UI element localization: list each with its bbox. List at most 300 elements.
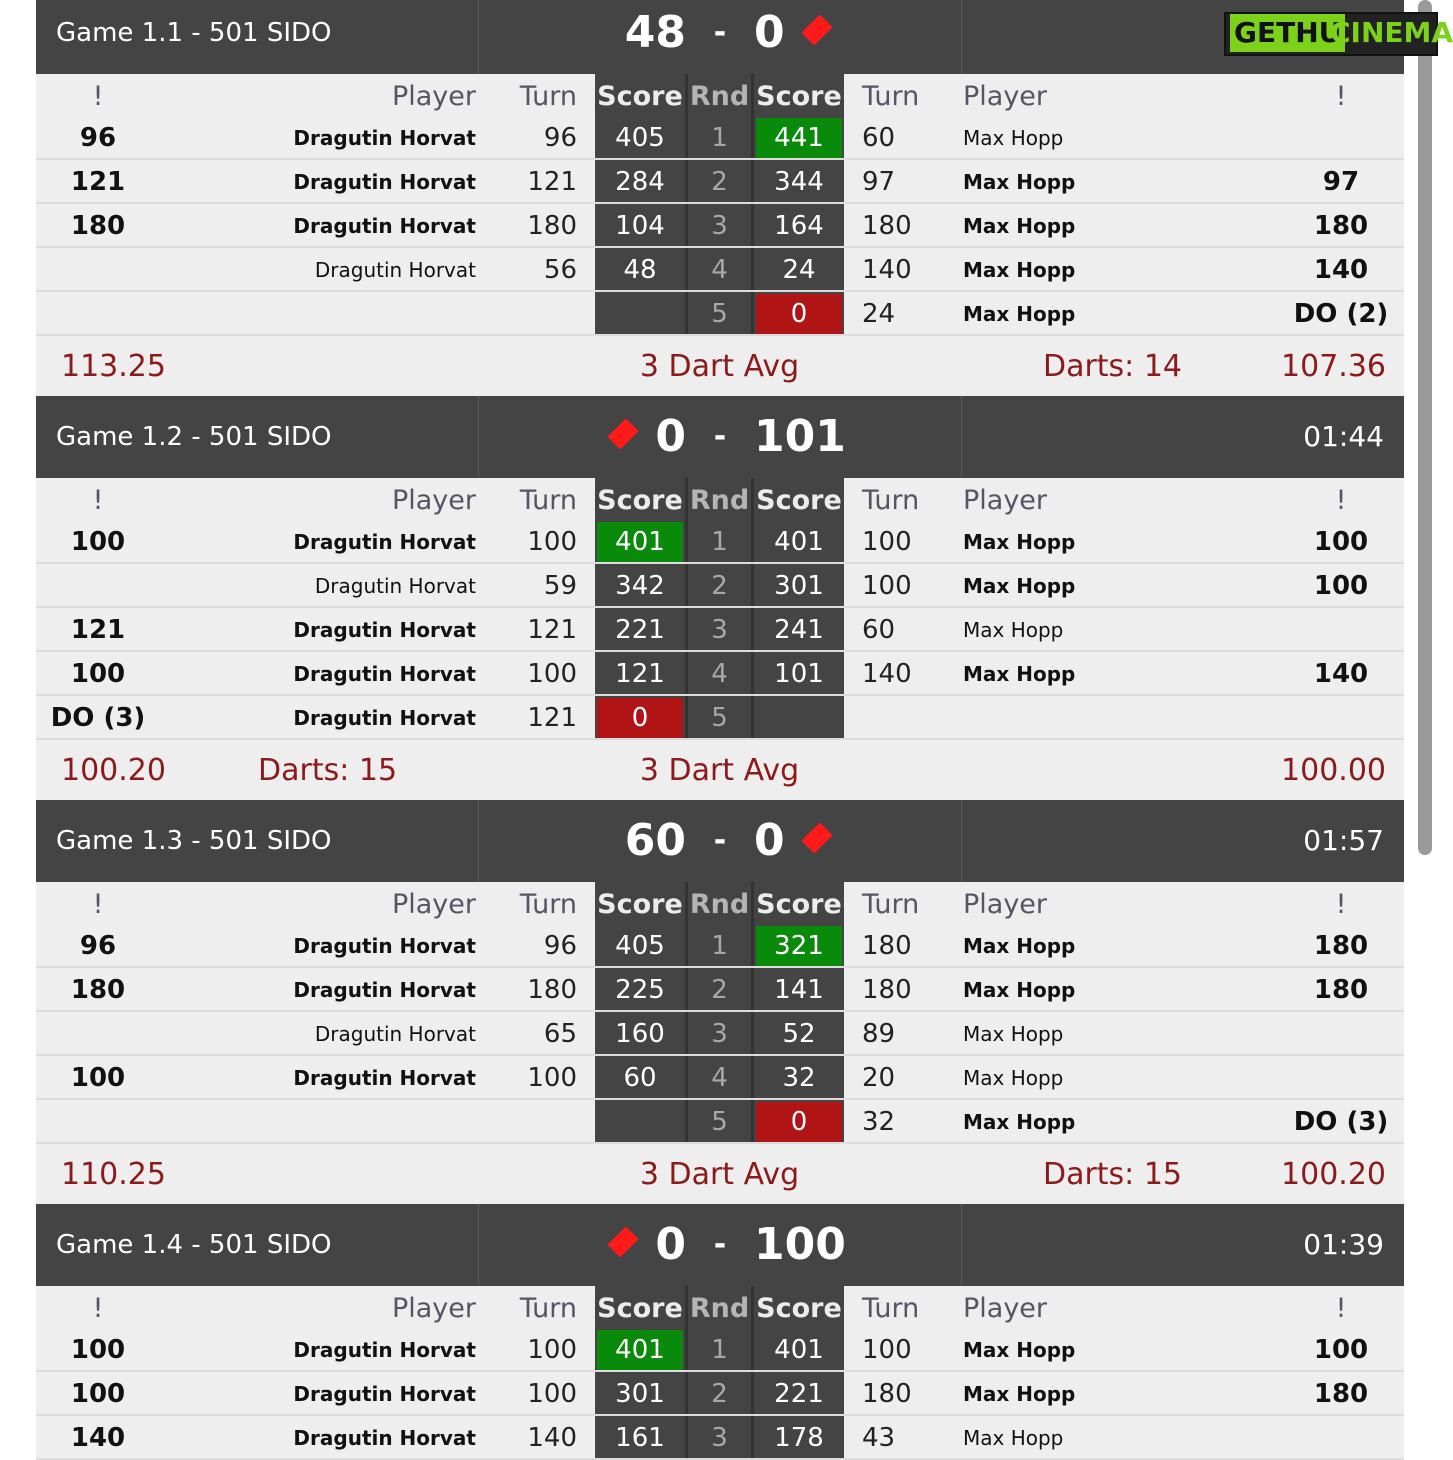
right-remaining-score	[754, 204, 844, 248]
right-score-value: 0	[756, 294, 842, 334]
table-row	[36, 652, 1404, 696]
score-left: 60	[624, 815, 686, 866]
right-score-value: 164	[774, 211, 824, 241]
left-remaining-score	[595, 1328, 685, 1372]
left-player-name: Dragutin Horvat	[293, 530, 476, 554]
column-gap	[751, 1012, 754, 1056]
col-header-left-180: !	[92, 485, 104, 516]
table-row	[36, 608, 1404, 652]
column-gap	[685, 248, 688, 292]
game-title: Game 1.1 - 501 SIDO	[56, 18, 332, 48]
column-gap	[751, 1416, 754, 1460]
right-score-value: 32	[782, 1063, 816, 1093]
left-remaining-score	[595, 1056, 685, 1100]
average-row	[36, 740, 1404, 800]
throw-indicator-icon	[607, 418, 638, 449]
header-divider	[478, 396, 479, 478]
table-row	[36, 968, 1404, 1012]
left-remaining-score	[595, 1372, 685, 1416]
left-turn-value: 140	[527, 1423, 577, 1453]
right-turn-value: 180	[862, 931, 912, 961]
col-header-score-left: Score	[595, 1286, 685, 1328]
left-remaining-score	[595, 1416, 685, 1460]
column-gap	[685, 1012, 688, 1056]
col-header-score-left: Score	[595, 478, 685, 520]
left-player-name: Dragutin Horvat	[293, 1426, 476, 1450]
column-gap	[751, 608, 754, 652]
left-turn-value: 180	[527, 975, 577, 1005]
game-time: 01:57	[1303, 824, 1384, 857]
left-turn-value	[481, 292, 577, 336]
right-turn-value: 60	[862, 123, 896, 153]
left-high-score	[36, 248, 160, 292]
header-divider	[961, 1204, 962, 1286]
column-gap	[751, 1100, 754, 1144]
right-player-name: Max Hopp	[963, 618, 1064, 642]
right-player-name: Max Hopp	[963, 214, 1076, 238]
left-high-score: 100	[70, 1063, 126, 1093]
score-right: 101	[754, 411, 846, 462]
right-high-score: 100	[1313, 1335, 1369, 1365]
table-row	[36, 248, 1404, 292]
right-player-name: Max Hopp	[963, 126, 1064, 150]
left-remaining-score	[595, 1100, 685, 1144]
left-player-name: Dragutin Horvat	[314, 574, 476, 598]
right-score-value: 221	[774, 1379, 824, 1409]
header-divider	[961, 0, 962, 74]
left-high-score: 100	[70, 1335, 126, 1365]
right-turn-value: 140	[862, 255, 912, 285]
column-gap	[751, 924, 754, 968]
column-gap	[685, 882, 688, 924]
right-score-value	[756, 698, 842, 738]
right-player-name: Max Hopp	[963, 258, 1076, 282]
score-separator: -	[713, 1227, 727, 1262]
round-number: 4	[688, 248, 751, 292]
col-header-round: Rnd	[688, 1286, 751, 1328]
col-header-player-right: Player	[963, 485, 1048, 516]
col-header-player-left: Player	[391, 485, 476, 516]
left-player-name: Dragutin Horvat	[314, 258, 476, 282]
right-turn-value: 20	[862, 1063, 896, 1093]
round-number: 2	[688, 160, 751, 204]
left-turn-value: 96	[543, 931, 577, 961]
right-high-score: 180	[1313, 1379, 1369, 1409]
column-gap	[751, 968, 754, 1012]
game-block	[36, 1204, 1404, 1460]
right-high-score: 100	[1313, 527, 1369, 557]
left-score-value: 405	[615, 123, 665, 153]
table-row	[36, 1100, 1404, 1144]
right-high-score: DO (3)	[1293, 1107, 1389, 1137]
left-remaining-score	[595, 608, 685, 652]
left-turn-value: 100	[527, 1063, 577, 1093]
column-gap	[685, 1372, 688, 1416]
round-number: 4	[688, 652, 751, 696]
right-remaining-score	[754, 248, 844, 292]
col-header-right-180: !	[1335, 1293, 1347, 1324]
right-remaining-score	[754, 652, 844, 696]
left-score-value: 401	[597, 1330, 683, 1370]
right-remaining-score	[754, 116, 844, 160]
right-score-value: 441	[756, 118, 842, 158]
right-turn-value: 43	[862, 1423, 896, 1453]
right-score-value: 52	[782, 1019, 816, 1049]
right-high-score: 180	[1313, 975, 1369, 1005]
round-number: 5	[688, 1100, 751, 1144]
column-gap	[751, 292, 754, 336]
column-gap	[685, 968, 688, 1012]
table-header-row	[36, 478, 1404, 520]
score-table	[36, 882, 1404, 1144]
left-remaining-score	[595, 1012, 685, 1056]
game-block	[36, 396, 1404, 800]
col-header-turn-right: Turn	[862, 81, 920, 112]
left-high-score: 100	[70, 1379, 126, 1409]
header-divider	[961, 800, 962, 882]
col-header-player-left: Player	[391, 81, 476, 112]
right-high-score: DO (2)	[1293, 299, 1389, 329]
left-player-name	[186, 1100, 476, 1144]
score-table	[36, 74, 1404, 336]
column-gap	[751, 1286, 754, 1328]
left-turn-value: 56	[543, 255, 577, 285]
left-high-score: 140	[70, 1423, 126, 1453]
right-player-name: Max Hopp	[963, 1022, 1064, 1046]
right-turn-value: 180	[862, 211, 912, 241]
left-remaining-score	[595, 116, 685, 160]
right-turn-value: 24	[862, 299, 896, 329]
table-header-row	[36, 74, 1404, 116]
game-title: Game 1.3 - 501 SIDO	[56, 826, 332, 856]
column-gap	[751, 204, 754, 248]
table-header-row	[36, 1286, 1404, 1328]
left-turn-value: 100	[527, 1379, 577, 1409]
column-gap	[685, 478, 688, 520]
column-gap	[685, 652, 688, 696]
left-player-name: Dragutin Horvat	[293, 1066, 476, 1090]
left-high-score: 100	[70, 527, 126, 557]
left-score-value: 0	[597, 698, 683, 738]
left-score-value: 405	[615, 931, 665, 961]
right-darts-count: Darts: 15	[1042, 1157, 1182, 1192]
right-score-value: 24	[782, 255, 816, 285]
column-gap	[685, 160, 688, 204]
right-score-value: 321	[756, 926, 842, 966]
average-row	[36, 336, 1404, 396]
right-player-name: Max Hopp	[963, 574, 1076, 598]
left-remaining-score	[595, 248, 685, 292]
left-turn-value: 59	[543, 571, 577, 601]
round-number: 3	[688, 1416, 751, 1460]
left-player-name: Dragutin Horvat	[293, 1382, 476, 1406]
scrollbar-thumb[interactable]	[1418, 0, 1432, 855]
left-average: 113.25	[61, 349, 166, 384]
right-player-name: Max Hopp	[963, 530, 1076, 554]
throw-indicator-icon	[607, 1226, 638, 1257]
column-gap	[685, 1416, 688, 1460]
left-turn-value: 65	[543, 1019, 577, 1049]
left-turn-value: 121	[527, 615, 577, 645]
logo-part-1: GETHU	[1230, 14, 1345, 52]
left-player-name: Dragutin Horvat	[293, 1338, 476, 1362]
round-number: 1	[688, 520, 751, 564]
right-turn-value: 180	[862, 1379, 912, 1409]
left-remaining-score	[595, 924, 685, 968]
right-high-score: 97	[1322, 167, 1360, 197]
left-darts-count: Darts: 15	[258, 753, 398, 788]
left-remaining-score	[595, 652, 685, 696]
game-header	[36, 1204, 1404, 1286]
right-score-value: 301	[774, 571, 824, 601]
right-remaining-score	[754, 1056, 844, 1100]
col-header-right-180: !	[1335, 889, 1347, 920]
left-remaining-score	[595, 160, 685, 204]
table-row	[36, 204, 1404, 248]
left-remaining-score	[595, 204, 685, 248]
right-average: 107.36	[1281, 349, 1386, 384]
column-gap	[751, 1372, 754, 1416]
right-darts-count: Darts: 14	[1042, 349, 1182, 384]
left-remaining-score	[595, 520, 685, 564]
col-header-turn-left: Turn	[519, 81, 577, 112]
left-score-value	[597, 294, 683, 334]
column-gap	[685, 608, 688, 652]
left-high-score: 121	[70, 615, 126, 645]
left-score-value: 121	[615, 659, 665, 689]
score-separator: -	[713, 823, 727, 858]
game-time: 01:44	[1303, 420, 1384, 453]
col-header-score-right: Score	[754, 478, 844, 520]
column-gap	[751, 116, 754, 160]
left-player-name: Dragutin Horvat	[293, 662, 476, 686]
score-separator: -	[713, 419, 727, 454]
col-header-score-left: Score	[595, 882, 685, 924]
game-header	[36, 0, 1404, 74]
col-header-right-180: !	[1335, 81, 1347, 112]
right-average: 100.20	[1281, 1157, 1386, 1192]
header-divider	[961, 396, 962, 478]
left-player-name: Dragutin Horvat	[314, 1022, 476, 1046]
col-header-turn-left: Turn	[519, 1293, 577, 1324]
right-score-value: 344	[774, 167, 824, 197]
right-turn-value	[862, 696, 962, 740]
round-number: 3	[688, 1012, 751, 1056]
col-header-left-180: !	[92, 889, 104, 920]
left-average: 110.25	[61, 1157, 166, 1192]
left-score-value: 48	[623, 255, 657, 285]
left-turn-value: 100	[527, 659, 577, 689]
right-score-value: 401	[774, 527, 824, 557]
column-gap	[751, 520, 754, 564]
table-row	[36, 160, 1404, 204]
right-remaining-score	[754, 292, 844, 336]
throw-indicator-icon	[801, 14, 832, 45]
col-header-score-right: Score	[754, 1286, 844, 1328]
left-turn-value: 121	[527, 703, 577, 733]
game-title: Game 1.4 - 501 SIDO	[56, 1230, 332, 1260]
column-gap	[685, 520, 688, 564]
round-number: 1	[688, 924, 751, 968]
left-high-score: 180	[70, 211, 126, 241]
column-gap	[685, 74, 688, 116]
left-score-value: 225	[615, 975, 665, 1005]
game-header	[36, 396, 1404, 478]
round-number: 4	[688, 1056, 751, 1100]
right-remaining-score	[754, 1416, 844, 1460]
score-left: 0	[655, 1219, 686, 1270]
round-number: 5	[688, 696, 751, 740]
left-player-name: Dragutin Horvat	[293, 706, 476, 730]
score-separator: -	[713, 15, 727, 50]
left-player-name: Dragutin Horvat	[293, 618, 476, 642]
right-player-name: Max Hopp	[963, 1426, 1064, 1450]
score-table	[36, 478, 1404, 740]
col-header-player-left: Player	[391, 1293, 476, 1324]
right-remaining-score	[754, 968, 844, 1012]
table-row	[36, 520, 1404, 564]
right-turn-value: 97	[862, 167, 896, 197]
left-player-name: Dragutin Horvat	[293, 214, 476, 238]
game-title: Game 1.2 - 501 SIDO	[56, 422, 332, 452]
table-row	[36, 1328, 1404, 1372]
left-high-score	[36, 292, 160, 336]
right-remaining-score	[754, 160, 844, 204]
right-turn-value: 100	[862, 527, 912, 557]
score-right: 0	[754, 7, 785, 58]
round-number: 1	[688, 1328, 751, 1372]
left-remaining-score	[595, 696, 685, 740]
right-turn-value: 100	[862, 571, 912, 601]
throw-indicator-icon	[801, 822, 832, 853]
right-score-value: 401	[774, 1335, 824, 1365]
right-turn-value: 100	[862, 1335, 912, 1365]
right-turn-value: 60	[862, 615, 896, 645]
col-header-round: Rnd	[688, 882, 751, 924]
left-turn-value: 96	[543, 123, 577, 153]
table-header-row	[36, 882, 1404, 924]
col-header-score-right: Score	[754, 74, 844, 116]
right-remaining-score	[754, 1100, 844, 1144]
left-high-score: 180	[70, 975, 126, 1005]
column-gap	[685, 696, 688, 740]
left-player-name: Dragutin Horvat	[293, 934, 476, 958]
left-score-value: 221	[615, 615, 665, 645]
table-row	[36, 696, 1404, 740]
game-header	[36, 800, 1404, 882]
header-divider	[478, 800, 479, 882]
right-player-name: Max Hopp	[963, 662, 1076, 686]
left-score-value: 342	[615, 571, 665, 601]
col-header-turn-left: Turn	[519, 889, 577, 920]
col-header-left-180: !	[92, 81, 104, 112]
left-score-value: 284	[615, 167, 665, 197]
right-player-name	[963, 696, 1223, 740]
game-block	[36, 800, 1404, 1204]
right-remaining-score	[754, 608, 844, 652]
column-gap	[751, 882, 754, 924]
right-player-name: Max Hopp	[963, 170, 1076, 194]
right-average: 100.00	[1281, 753, 1386, 788]
right-high-score: 140	[1313, 659, 1369, 689]
table-row	[36, 1056, 1404, 1100]
right-score-value: 178	[774, 1423, 824, 1453]
col-header-score-left: Score	[595, 74, 685, 116]
col-header-turn-right: Turn	[862, 485, 920, 516]
left-player-name: Dragutin Horvat	[293, 126, 476, 150]
left-score-value: 161	[615, 1423, 665, 1453]
left-score-value: 60	[623, 1063, 657, 1093]
left-score-value: 301	[615, 1379, 665, 1409]
column-gap	[751, 652, 754, 696]
right-remaining-score	[754, 1328, 844, 1372]
right-player-name: Max Hopp	[963, 302, 1076, 326]
left-turn-value: 180	[527, 211, 577, 241]
right-high-score: 180	[1313, 931, 1369, 961]
column-gap	[751, 248, 754, 292]
left-turn-value: 100	[527, 527, 577, 557]
column-gap	[685, 1100, 688, 1144]
games-list	[36, 0, 1404, 1460]
left-score-value: 401	[597, 522, 683, 562]
right-remaining-score	[754, 564, 844, 608]
column-gap	[685, 204, 688, 248]
average-row	[36, 1144, 1404, 1204]
left-score-value	[597, 1102, 683, 1142]
header-divider	[478, 1204, 479, 1286]
game-block	[36, 0, 1404, 396]
column-gap	[685, 116, 688, 160]
right-player-name: Max Hopp	[963, 934, 1076, 958]
left-high-score: DO (3)	[50, 703, 146, 733]
table-row	[36, 924, 1404, 968]
column-gap	[751, 696, 754, 740]
left-high-score: 96	[79, 123, 117, 153]
left-turn-value: 121	[527, 167, 577, 197]
right-remaining-score	[754, 1372, 844, 1416]
right-remaining-score	[754, 520, 844, 564]
right-score-value: 141	[774, 975, 824, 1005]
round-number: 3	[688, 608, 751, 652]
column-gap	[685, 1056, 688, 1100]
col-header-left-180: !	[92, 1293, 104, 1324]
score-right: 0	[754, 815, 785, 866]
left-remaining-score	[595, 292, 685, 336]
table-row	[36, 1012, 1404, 1056]
right-turn-value: 32	[862, 1107, 896, 1137]
column-gap	[751, 160, 754, 204]
right-remaining-score	[754, 696, 844, 740]
left-average: 100.20	[61, 753, 166, 788]
col-header-round: Rnd	[688, 74, 751, 116]
left-score-value: 104	[615, 211, 665, 241]
column-gap	[751, 564, 754, 608]
right-high-score: 140	[1313, 255, 1369, 285]
right-remaining-score	[754, 924, 844, 968]
left-high-score: 96	[79, 931, 117, 961]
left-turn-value	[481, 1100, 577, 1144]
score-table	[36, 1286, 1404, 1460]
left-player-name: Dragutin Horvat	[293, 170, 476, 194]
column-gap	[685, 292, 688, 336]
header-divider	[478, 0, 479, 74]
col-header-turn-right: Turn	[862, 889, 920, 920]
average-label: 3 Dart Avg	[595, 740, 844, 800]
col-header-player-right: Player	[963, 81, 1048, 112]
right-player-name: Max Hopp	[963, 1382, 1076, 1406]
score-left: 48	[624, 7, 686, 58]
table-row	[36, 1372, 1404, 1416]
